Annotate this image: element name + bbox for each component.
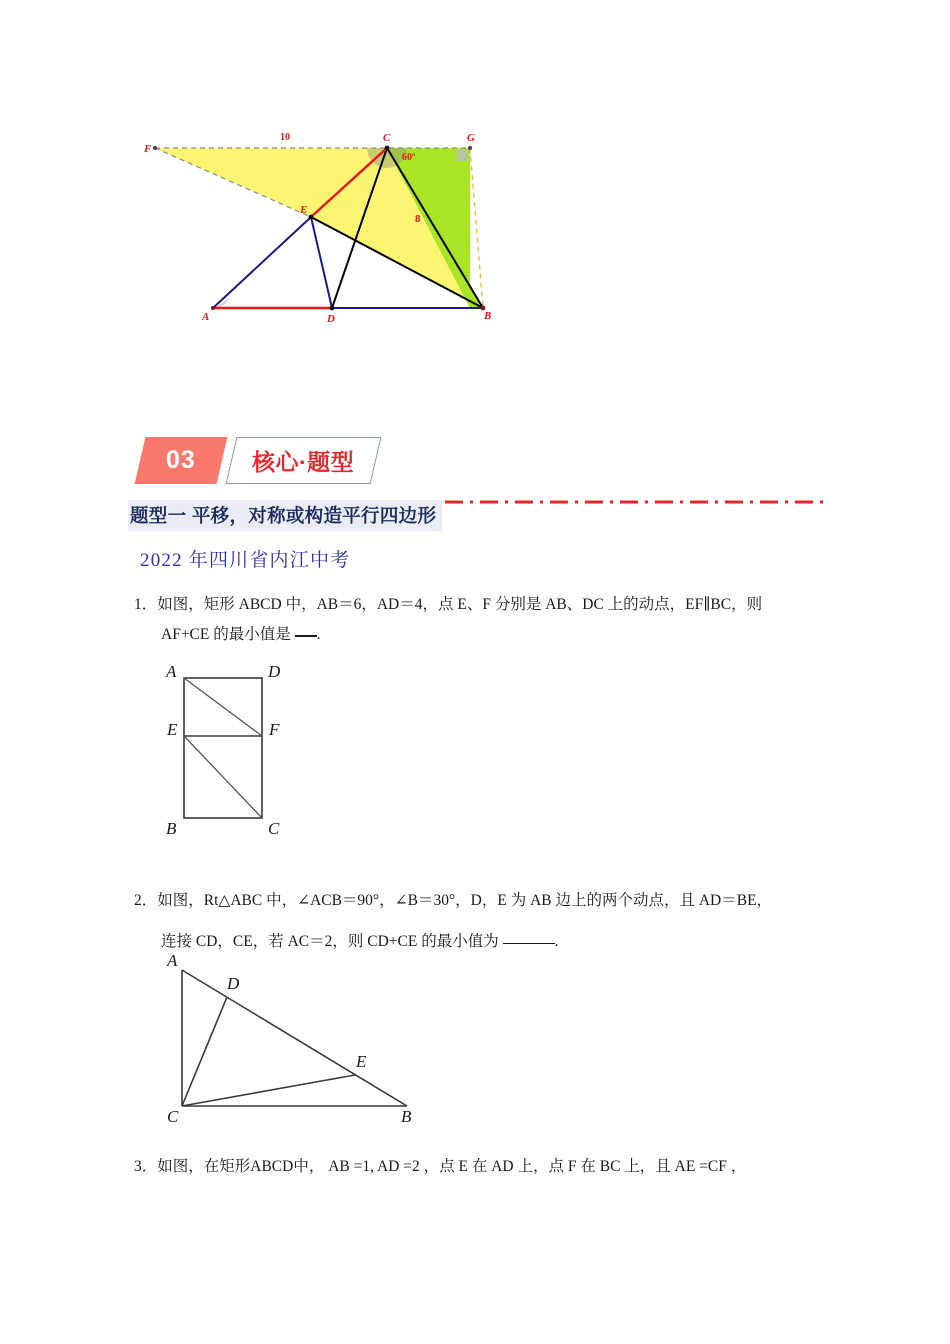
problem-1-number: 1． [134,596,158,613]
segment-AE-blue [213,217,311,308]
dashed-GB [470,148,483,308]
topic-heading: 题型一 平移，对称或构造平行四边形 [128,500,442,531]
problem-1-line-1 [134,590,834,620]
answer-blank-2[interactable] [503,943,555,944]
fig1-label-F: F [269,720,280,739]
section-badge [140,437,376,484]
fig2-label-B: B [401,1107,412,1123]
problem-1-period: . [316,626,321,643]
label-C: C [383,132,391,144]
fig1-label-B: B [166,819,177,838]
label-length-10: 10 [280,132,290,143]
label-G: G [467,132,475,144]
label-F: F [144,143,152,155]
label-B: B [484,310,492,322]
problem-3-number: 3． [134,1158,158,1175]
section-number-chip [135,437,228,484]
segment-EC [184,736,262,818]
section-number: 03 [166,446,196,474]
vertex-dot-E [309,215,314,220]
fig2-label-A: A [167,951,178,970]
problem-2-figure [155,948,435,1123]
segment-AF [184,678,262,736]
section-title: 核心·题型 [252,449,355,475]
problem-2-period: . [554,933,559,950]
problem-2-number: 2． [134,892,158,909]
problem-2-line-1 [134,880,834,921]
section-divider [130,491,830,495]
label-length-8: 8 [415,213,421,225]
vertex-dot-G [468,146,472,150]
problem-3-text-line-1: 如图，在矩形ABCD中， AB =1, AD =2 ，点 E 在 AD 上，点 F 在 BC 上，且 AE =CF ， [157,1158,747,1175]
problem-3-line-1 [134,1152,834,1182]
fig2-label-E: E [356,1052,367,1071]
problem-1-text-line-1: 如图，矩形 ABCD 中，AB＝6，AD＝4，点 E、F 分别是 AB、DC 上的动点，EF∥BC，则 [157,596,763,613]
problem-1-figure [152,658,312,838]
vertex-dot-F [153,146,157,150]
problem-1 [134,590,834,650]
label-A: A [202,311,210,323]
answer-blank-1[interactable] [295,635,317,637]
exam-source-label: 2022 年四川省内江中考 [140,550,351,571]
vertex-dot-D [330,306,335,311]
problem-1-line-2 [134,620,834,650]
label-E: E [300,204,308,216]
vertex-dot-C [385,146,390,151]
vertex-dot-A [211,306,215,310]
fig1-label-E: E [167,720,178,739]
top-geometry-figure [130,112,510,327]
problem-2-text-line-1: 如图，Rt△ABC 中，∠ACB＝90°，∠B＝30°，D，E 为 AB 边上的两个动点，且 AD＝BE， [157,892,773,909]
label-angle-60: 60º [402,152,416,163]
fig1-label-D: D [268,662,281,681]
segment-ED-blue [311,217,332,308]
fig2-label-D: D [227,974,240,993]
label-D: D [327,313,335,325]
section-title-chip [226,437,382,484]
right-angle-mark-G [457,150,468,161]
segment-CD [182,997,227,1106]
fig1-label-A: A [166,662,177,681]
problem-3 [134,1152,834,1182]
segment-CE [182,1075,355,1106]
fig2-label-C: C [167,1107,179,1123]
problem-1-text-line-2: AF+CE 的最小值是 [161,626,291,643]
problem-2-text-line-2: 连接 CD，CE，若 AC＝2，则 CD+CE 的最小值为 [161,933,499,950]
fig1-label-C: C [268,819,280,838]
